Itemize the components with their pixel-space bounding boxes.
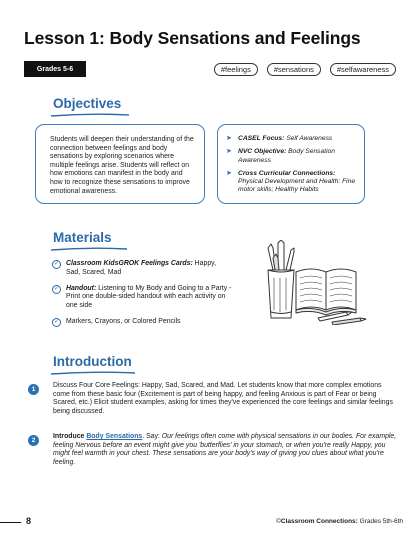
introduction-heading: Introduction bbox=[53, 354, 132, 369]
material-value: Happy, Sad, Scared, Mad bbox=[66, 260, 216, 276]
tag-selfawareness[interactable]: #selfawareness bbox=[330, 63, 396, 76]
tag-sensations[interactable]: #sensations bbox=[267, 63, 321, 76]
objectives-underline bbox=[50, 113, 130, 117]
pencil-cup-book-illustration bbox=[256, 240, 368, 325]
grade-badge: Grades 5-6 bbox=[24, 61, 86, 77]
materials-heading: Materials bbox=[53, 230, 112, 245]
materials-underline bbox=[50, 247, 128, 251]
focus-item bbox=[226, 135, 358, 143]
check-circle-icon: ✓ bbox=[53, 285, 60, 292]
material-label: Classroom KidsGROK Feelings Cards: bbox=[66, 260, 193, 267]
material-item bbox=[52, 318, 232, 327]
footer-credit bbox=[276, 518, 403, 525]
step-text bbox=[53, 433, 398, 468]
introduction-underline bbox=[50, 371, 136, 375]
materials-list bbox=[52, 260, 232, 334]
material-item bbox=[52, 260, 232, 278]
step-quote: Our feelings often come with physical sensations in our bodies. For example, feeling Nervous before an event might give you 'butterflies' in your stomach, or when you're really Happy, you might feel warmth in your chest. These sensations are your body's way of giving you clues about what you're feeling. bbox=[53, 433, 397, 467]
check-circle-icon: ✓ bbox=[53, 319, 60, 326]
focus-label: NVC Objective: bbox=[238, 148, 287, 156]
step-lead: Introduce bbox=[53, 433, 85, 440]
focus-label: CASEL Focus: bbox=[238, 135, 285, 142]
focus-item bbox=[226, 170, 358, 195]
focus-value: Physical Development and Health: Fine motor skills; Healthy Habits bbox=[238, 178, 356, 194]
arrow-right-icon: ➤ bbox=[226, 148, 232, 156]
material-item bbox=[52, 285, 232, 311]
step-text: Discuss Four Core Feelings: Happy, Sad, Scared, and Mad. Let students know that more complex emotions come from these basic four (Excitement is part of being happy, and feeling Anxious is part of Fear or being Scared, etc.) Elicit student examples, asking for times they've experienced the core feelings and similar feelings being discussed. bbox=[53, 382, 393, 416]
check-circle-icon: ✓ bbox=[53, 261, 60, 268]
page-title: Lesson 1: Body Sensations and Feelings bbox=[24, 28, 361, 48]
credit-prefix: © bbox=[276, 518, 281, 525]
arrow-right-icon: ➤ bbox=[226, 169, 232, 177]
objectives-summary-box bbox=[35, 124, 205, 204]
step-number: 2 bbox=[28, 435, 39, 446]
intro-step-1 bbox=[28, 382, 398, 417]
credit-grades: Grades 5th-6th bbox=[357, 518, 403, 525]
focus-label: Cross Curricular Connections: bbox=[238, 169, 336, 177]
page-number: 8 bbox=[26, 516, 32, 526]
tag-feelings[interactable]: #feelings bbox=[214, 63, 258, 76]
intro-step-2 bbox=[28, 433, 398, 468]
step-say: . Say: bbox=[142, 433, 160, 440]
arrow-right-icon: ➤ bbox=[226, 135, 232, 142]
material-label: Handout: bbox=[66, 284, 97, 292]
objectives-heading: Objectives bbox=[53, 96, 122, 111]
tag-list bbox=[214, 63, 396, 76]
focus-item bbox=[226, 148, 358, 165]
step-number: 1 bbox=[28, 384, 39, 395]
material-value: Markers, Crayons, or Colored Pencils bbox=[66, 317, 181, 325]
footer-rule bbox=[0, 522, 21, 523]
credit-title: Classroom Connections: bbox=[280, 518, 358, 525]
material-value: Listening to My Body and Going to a Party - Print one double-sided handout with each activity on one side bbox=[66, 284, 232, 310]
focus-value: Body Sensation Awareness bbox=[238, 148, 336, 164]
objectives-focus-box bbox=[217, 124, 365, 204]
objectives-summary: Students will deepen their understanding of the connection between feelings and body sensations by exploring scenarios where multiple feelings arise. Students will reflect on how emotions can manifest in the body and how to recognize these sensations to improve emotional awareness. bbox=[50, 136, 194, 195]
body-sensations-link[interactable]: Body Sensations bbox=[86, 433, 143, 440]
focus-value: Self Awareness bbox=[286, 135, 333, 142]
